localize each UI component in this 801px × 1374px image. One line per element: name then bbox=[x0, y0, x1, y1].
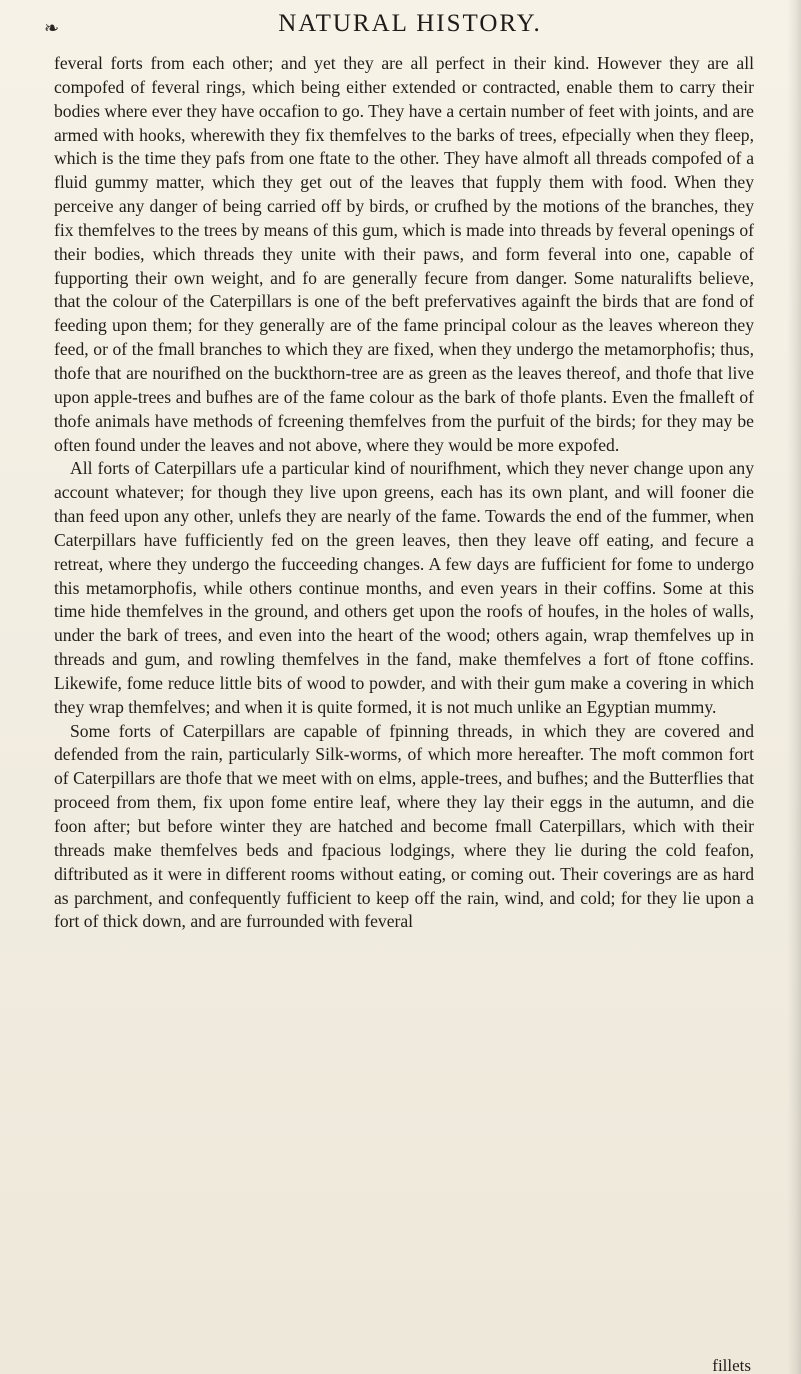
page-header bbox=[40, 8, 780, 44]
catchword: fillets bbox=[712, 1356, 751, 1374]
paragraph-3: Some forts of Caterpillars are capable of fpinning threads, in which they are covered and defended from the rain, particularly Silk-worms, of which more hereafter. The moft common fort of Caterpillars are thofe that we meet with on elms, apple-trees, and bufhes; and the Butterflies that proceed from them, fix upon fome entire leaf, where they lay their eggs in the autumn, and die foon after; but before winter they are hatched and become fmall Caterpillars, which with their threads make themfelves beds and fpacious lodgings, where they lie during the cold feafon, diftributed as it were in different rooms without eating, or coming out. Their coverings are as hard as parchment, and confequently fufficient to keep off the rain, wind, and cold; for they lie upon a fort of thick down, and are furrounded with feveral bbox=[54, 720, 754, 932]
page-edge-shadow bbox=[787, 0, 801, 1374]
ornament-icon: ❧ bbox=[44, 18, 60, 39]
running-head: NATURAL HISTORY. bbox=[278, 10, 542, 37]
paragraph-2: All forts of Caterpillars ufe a particular kind of nourifhment, which they never change upon any account whatever; for though they live upon greens, each has its own plant, and will fooner die than feed upon any other, unlefs they are nearly of the fame. Towards the end of the fummer, when Caterpillars have fufficiently fed on the green leaves, then they leave off eating, and fecure a retreat, where they undergo the fucceeding changes. A few days are fufficient for fome to undergo this metamorphofis, while others continue months, and even years in their coffins. Some at this time hide themfelves in the ground, and others get upon the roofs of houfes, in the holes of walls, under the bark of trees, and even into the heart of the wood; others again, wrap themfelves up in threads and gum, and rowling themfelves in the fand, make themfelves a fort of ftone coffins. Likewife, fome reduce little bits of wood to powder, and with their gum make a covering in which they wrap themfelves; and when it is quite formed, it is not much unlike an Egyptian mummy. bbox=[54, 458, 754, 717]
paragraph-1: feveral forts from each other; and yet they are all perfect in their kind. However they are all compofed of feveral rings, which being either extended or contracted, enable them to carry their bodies where ever they have occafion to go. They have a certain number of feet with joints, and are armed with hooks, wherewith they fix themfelves to the barks of trees, efpecially when they fleep, which is the time they pafs from one ftate to the other. They have almoft all threads compofed of a fluid gummy matter, which they get out of the leaves that fupply them with food. When they perceive any danger of being carried off by birds, or crufhed by the motions of the branches, they fix themfelves to the trees by means of this gum, which is made into threads by feveral openings of their bodies, which threads they unite with their paws, and form feveral into one, capable of fupporting their own weight, and fo are generally fecure from danger. Some naturalifts believe, that the colour of the Caterpillars is one of the beft prefervatives againft the birds that are fond of feeding upon them; for they generally are of the fame principal colour as the leaves whereon they feed, or of the fmall branches to which they are fixed, when they undergo the metamorphofis; thus, thofe that are nourifhed on the buckthorn-tree are as green as the leaves thereof, and thofe that live upon apple-trees and bufhes are of the fame colour as the bark of thofe plants. Even the fmalleft of thofe animals have methods of fcreening themfelves from the purfuit of the birds; for they may be often found under the leaves and not above, where they would be more expofed. bbox=[54, 53, 754, 455]
body-text bbox=[54, 52, 754, 934]
